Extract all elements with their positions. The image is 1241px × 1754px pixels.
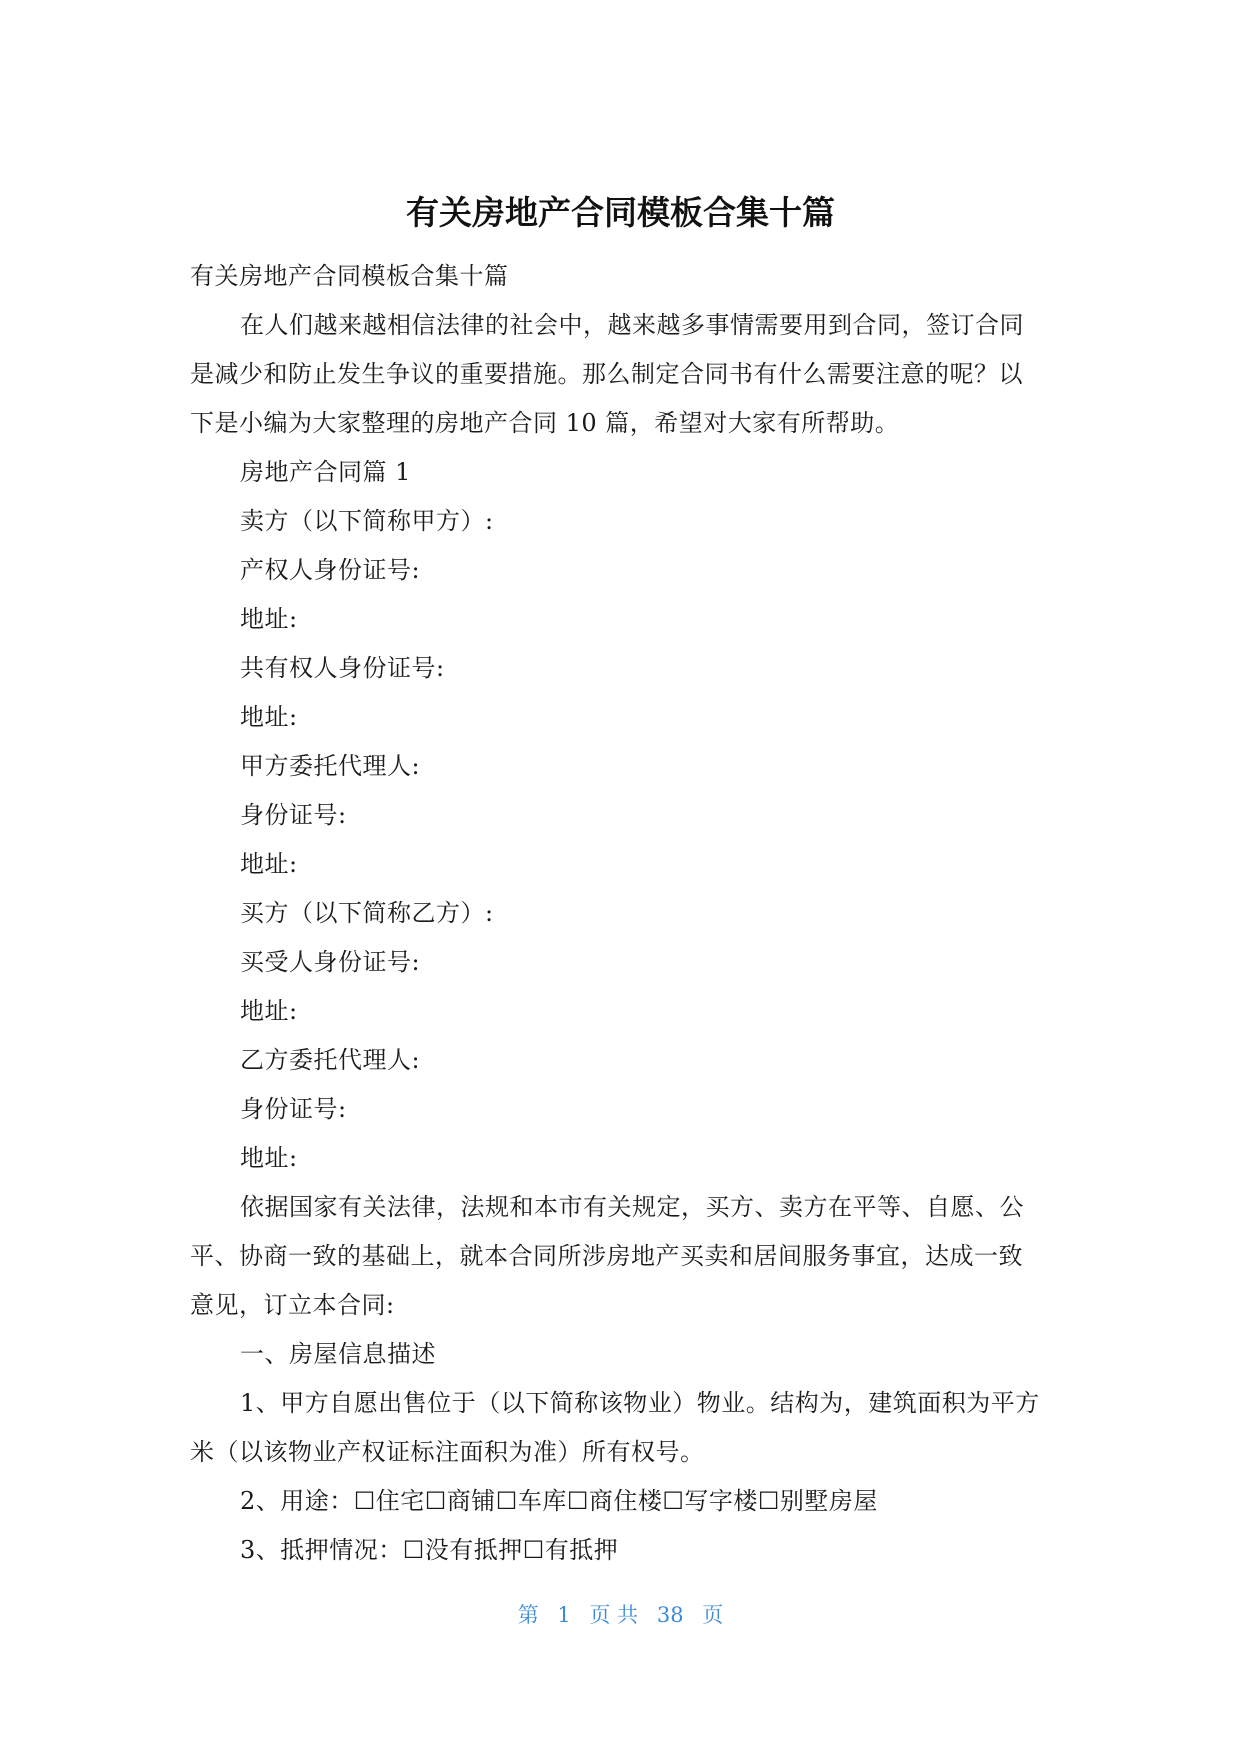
text-line: 1、甲方自愿出售位于（以下简称该物业）物业。结构为，建筑面积为平方 xyxy=(240,1389,1040,1417)
footer-label-of: 页 共 xyxy=(589,1603,639,1627)
text-line: 共有权人身份证号: xyxy=(240,654,445,682)
total-pages-number: 38 xyxy=(656,1603,684,1627)
footer-label-end: 页 xyxy=(702,1603,724,1627)
text-line: 甲方委托代理人: xyxy=(240,752,421,780)
page-footer xyxy=(0,1600,1241,1630)
checkbox-options-line: 2、用途：☐住宅☐商铺☐车库☐商住楼☐写字楼☐别墅房屋 xyxy=(240,1487,878,1515)
text-line: 米（以该物业产权证标注面积为准）所有权号。 xyxy=(190,1438,705,1466)
text-line: 身份证号: xyxy=(240,1095,347,1123)
text-line: 地址: xyxy=(240,703,298,731)
footer-label-page: 第 xyxy=(517,1603,539,1627)
section-heading: 房地产合同篇 1 xyxy=(240,458,411,486)
text-line: 地址: xyxy=(240,997,298,1025)
document-body xyxy=(190,252,1050,1575)
text-line: 身份证号: xyxy=(240,801,347,829)
checkbox-options-line: 3、抵押情况：☐没有抵押☐有抵押 xyxy=(240,1536,619,1564)
text-line: 产权人身份证号: xyxy=(240,556,421,584)
text-line: 依据国家有关法律，法规和本市有关规定，买方、卖方在平等、自愿、公 xyxy=(240,1193,1024,1221)
document-title: 有关房地产合同模板合集十篇 xyxy=(406,193,835,232)
text-line: 卖方（以下简称甲方）: xyxy=(240,507,494,535)
text-line: 地址: xyxy=(240,850,298,878)
text-line: 下是小编为大家整理的房地产合同 10 篇，希望对大家有所帮助。 xyxy=(190,409,900,437)
section-heading: 一、房屋信息描述 xyxy=(240,1340,436,1368)
text-line: 买方（以下简称乙方）: xyxy=(240,899,494,927)
text-line: 地址: xyxy=(240,1144,298,1172)
current-page-number: 1 xyxy=(557,1603,571,1627)
text-line: 买受人身份证号: xyxy=(240,948,421,976)
text-line: 乙方委托代理人: xyxy=(240,1046,421,1074)
text-line: 在人们越来越相信法律的社会中，越来越多事情需要用到合同，签订合同 xyxy=(240,311,1024,339)
text-line: 是减少和防止发生争议的重要措施。那么制定合同书有什么需要注意的呢？以 xyxy=(190,360,1023,388)
text-line: 意见，订立本合同: xyxy=(190,1291,395,1319)
text-line: 地址: xyxy=(240,605,298,633)
text-line: 平、协商一致的基础上，就本合同所涉房地产买卖和居间服务事宜，达成一致 xyxy=(190,1242,1023,1270)
text-line: 有关房地产合同模板合集十篇 xyxy=(190,262,509,290)
